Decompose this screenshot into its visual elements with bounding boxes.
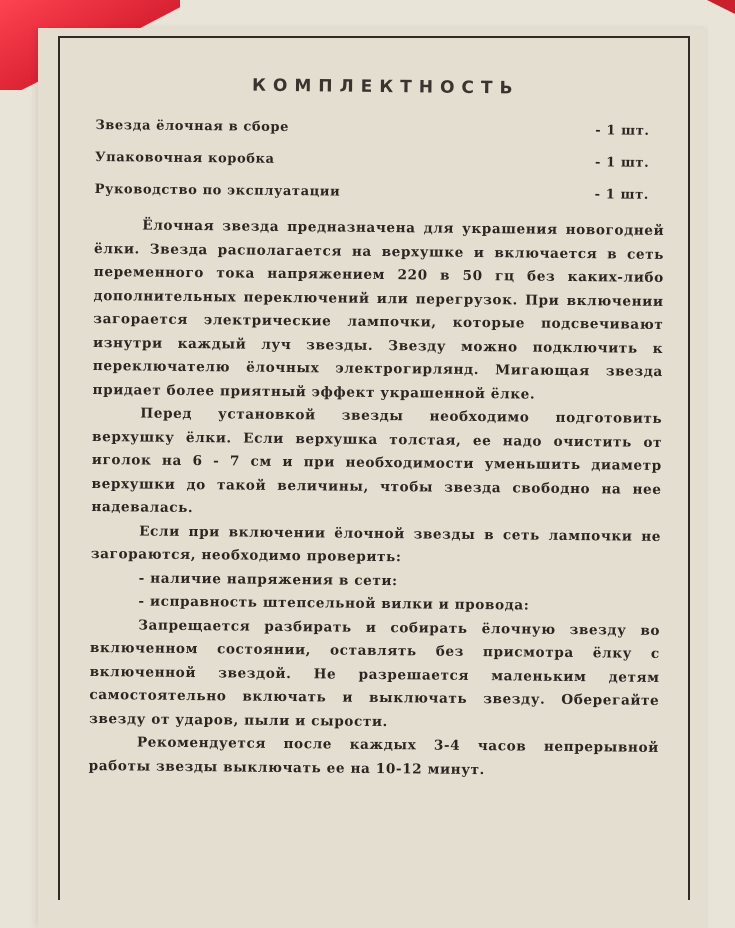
list-item — [95, 174, 665, 212]
frame-border-top — [60, 36, 688, 38]
frame-border-left — [58, 36, 60, 900]
paragraph-installation: Перед установкой звезды необходимо подготовить верхушку ёлки. Если верхушка толстая, ее надо очистить от иголок на 6 - 7 см и при необходимости уменьшить диаметр верхушки до такой величины, чтобы звезда свободно на нее надевалась. — [91, 405, 663, 517]
paragraph-purpose: Ёлочная звезда предназначена для украшения новогодней ёлки. Звезда располагается на верхушке и включается в сеть переменного тока напряжением 220 в 50 гц без каких-либо дополнительных переключений или перегрузок. При включении загорается электрические лампочки, которые подсвечивают изнутри каждый луч звезды. Звезду можно подключить к переключателю ёлочных электрогирлянд. Мигающая звезда придает более приятный эффект украшенной ёлке. — [92, 217, 665, 403]
red-ornament-corner — [695, 0, 735, 14]
item-name: Руководство по эксплуатации — [94, 181, 341, 200]
item-quantity: - 1 шт. — [595, 123, 650, 139]
document-title: КОМПЛЕКТНОСТЬ — [251, 75, 520, 99]
frame-border-right — [688, 36, 690, 900]
document-body — [89, 64, 666, 784]
checklist-item: - наличие напряжения в сети: — [138, 569, 398, 589]
item-quantity: - 1 шт. — [594, 187, 649, 203]
checklist-item: - исправность штепсельной вилки и провода: — [138, 593, 530, 614]
item-name: Звезда ёлочная в сборе — [95, 117, 290, 136]
paragraph-warning: Запрещается разбирать и собирать ёлочную звезду во включенном состоянии, оставлять без присмотра ёлку с включенной звездой. Не разрешается маленьким детям самостоятельно включать и выключать звезду. Оберегайте звезду от ударов, пыли и сырости. — [89, 616, 661, 730]
package-contents-list — [95, 110, 666, 212]
item-name: Упаковочная коробка — [94, 149, 275, 167]
item-quantity: - 1 шт. — [594, 155, 650, 171]
paragraph-recommendation: Рекомендуется после каждых 3-4 часов непрерывной работы звезды выключать ее на 10-12 минут. — [88, 734, 659, 778]
paragraph-troubleshooting: Если при включении ёлочной звезды в сеть лампочки не загораются, необходимо проверить: — [90, 522, 662, 566]
